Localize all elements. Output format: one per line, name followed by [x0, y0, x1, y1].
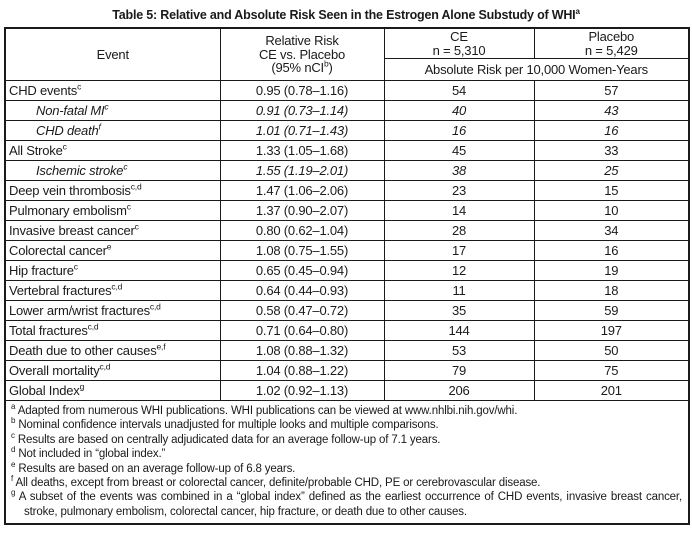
placebo-value-cell: 15	[534, 181, 689, 201]
table-row	[5, 141, 689, 161]
event-cell	[5, 301, 220, 321]
event-cell	[5, 361, 220, 381]
placebo-value-cell: 34	[534, 221, 689, 241]
footnote-marker: g	[79, 381, 85, 392]
placebo-value-cell: 59	[534, 301, 689, 321]
ce-value-cell: 12	[384, 261, 534, 281]
table-row	[5, 281, 689, 301]
footnote-marker: e	[11, 459, 16, 469]
relative-risk-cell: 0.58 (0.47–0.72)	[220, 301, 384, 321]
footnote-marker: c	[62, 141, 67, 152]
placebo-value-cell: 33	[534, 141, 689, 161]
ce-value-cell: 206	[384, 381, 534, 401]
footnote-marker: c,d	[130, 181, 142, 192]
risk-table	[4, 27, 690, 525]
footnotes-section	[5, 401, 689, 525]
relative-risk-cell: 1.02 (0.92–1.13)	[220, 381, 384, 401]
ce-value-cell: 11	[384, 281, 534, 301]
event-label: Vertebral fractures	[9, 283, 112, 298]
footnote-marker: c	[134, 221, 139, 232]
event-cell	[5, 201, 220, 221]
table-row	[5, 101, 689, 121]
ce-value-cell: 54	[384, 81, 534, 101]
relative-risk-cell: 1.55 (1.19–2.01)	[220, 161, 384, 181]
relative-risk-cell: 0.64 (0.44–0.93)	[220, 281, 384, 301]
event-cell	[5, 381, 220, 401]
placebo-value-cell: 201	[534, 381, 689, 401]
event-label: Global Index	[9, 383, 80, 398]
placebo-value-cell: 16	[534, 241, 689, 261]
footnote-f: $^f$ All deaths, except from breast or colorectal cancer, definite/probable CHD, PE or cerebrovascular disease.	[11, 474, 541, 490]
table-row	[5, 361, 689, 381]
footnote-marker: f	[11, 474, 14, 484]
footnote-marker: e,f	[156, 341, 166, 352]
event-cell	[5, 121, 220, 141]
table-row	[5, 321, 689, 341]
footnote-marker: c	[104, 101, 109, 112]
column-header-placebo: Placebo n = 5,429	[534, 28, 689, 59]
relative-risk-cell: 1.04 (0.88–1.22)	[220, 361, 384, 381]
relative-risk-cell: 1.47 (1.06–2.06)	[220, 181, 384, 201]
ce-value-cell: 45	[384, 141, 534, 161]
footnote-marker: c	[11, 430, 15, 440]
footnote-marker: c,d	[87, 321, 99, 332]
footnote-marker: c,d	[99, 361, 111, 372]
placebo-value-cell: 19	[534, 261, 689, 281]
table-row	[5, 241, 689, 261]
footnote-marker: c	[126, 201, 131, 212]
footnote-b: $^b$ Nominal confidence intervals unadjusted for multiple looks and multiple comparisons.	[11, 416, 439, 432]
event-label: Invasive breast cancer	[9, 223, 135, 238]
event-label: CHD death	[36, 123, 99, 138]
table-row	[5, 81, 689, 101]
table-header	[5, 28, 689, 81]
event-label: Deep vein thrombosis	[9, 183, 131, 198]
event-label: Colorectal cancer	[9, 243, 107, 258]
event-label: Lower arm/wrist fractures	[9, 303, 150, 318]
footnote-d: $^d$ Not included in “global index.”	[11, 445, 166, 461]
relative-risk-cell: 0.91 (0.73–1.14)	[220, 101, 384, 121]
ce-value-cell: 40	[384, 101, 534, 121]
relative-risk-line2: CE vs. Placebo	[258, 46, 346, 62]
event-label: Pulmonary embolism	[9, 203, 127, 218]
event-label: CHD events	[9, 83, 78, 98]
table-title-text: Table 5: Relative and Absolute Risk Seen in the Estrogen Alone Substudy of WHI	[112, 8, 576, 22]
event-label: Ischemic stroke	[36, 163, 124, 178]
placebo-value-cell: 18	[534, 281, 689, 301]
footnote-marker: g	[11, 488, 16, 498]
footnote-marker: c	[77, 81, 82, 92]
event-label: Overall mortality	[9, 363, 100, 378]
relative-risk-cell: 1.33 (1.05–1.68)	[220, 141, 384, 161]
placebo-value-cell: 25	[534, 161, 689, 181]
placebo-value-cell: 197	[534, 321, 689, 341]
relative-risk-cell: 1.08 (0.75–1.55)	[220, 241, 384, 261]
table-row	[5, 341, 689, 361]
ce-value-cell: 53	[384, 341, 534, 361]
table-row	[5, 301, 689, 321]
table-row	[5, 121, 689, 141]
event-cell	[5, 241, 220, 261]
footnote-marker: f	[98, 121, 101, 132]
table-row	[5, 381, 689, 401]
event-cell	[5, 321, 220, 341]
subheader-absolute-risk: Absolute Risk per 10,000 Women-Years	[384, 59, 689, 81]
event-label: Hip fracture	[9, 263, 74, 278]
ce-value-cell: 144	[384, 321, 534, 341]
placebo-value-cell: 10	[534, 201, 689, 221]
ci-footnote-marker: b	[323, 58, 329, 69]
footnote-a: $^a$ Adapted from numerous WHI publications. WHI publications can be viewed at www.nhlbi.nih.gov/whi.	[11, 402, 518, 417]
column-header-ce: CE n = 5,310	[384, 28, 534, 59]
placebo-value-cell: 57	[534, 81, 689, 101]
placebo-value-cell: 16	[534, 121, 689, 141]
event-cell	[5, 101, 220, 121]
placebo-value-cell: 50	[534, 341, 689, 361]
event-cell	[5, 261, 220, 281]
ce-value-cell: 16	[384, 121, 534, 141]
relative-risk-cell: 0.71 (0.64–0.80)	[220, 321, 384, 341]
relative-risk-cell: 1.37 (0.90–2.07)	[220, 201, 384, 221]
table-row	[5, 261, 689, 281]
footnote-g: $^g$ A subset of the events was combined in a “global index” defined as the earliest occurrence of CHD events, invasive breast cancer, stroke, pulmonary embolism, colorectal cancer, hip fracture, or death due to other causes.	[11, 488, 682, 518]
column-header-relative-risk	[220, 28, 384, 81]
event-label: Death due to other causes	[9, 343, 157, 358]
table-title	[0, 0, 692, 27]
table-row	[5, 161, 689, 181]
header-row-main	[5, 28, 689, 59]
footnote-marker: c,d	[111, 281, 123, 292]
event-cell	[5, 81, 220, 101]
relative-risk-cell: 1.01 (0.71–1.43)	[220, 121, 384, 141]
footnote-marker: d	[11, 445, 16, 455]
ce-value-cell: 17	[384, 241, 534, 261]
event-label: Total fractures	[9, 323, 88, 338]
event-cell	[5, 221, 220, 241]
footnote-c: $^c$ Results are based on centrally adjudicated data for an average follow-up of 7.1 years.	[11, 430, 441, 446]
event-cell	[5, 281, 220, 301]
footnote-marker: c	[73, 261, 78, 272]
table-title-footnote-marker: a	[575, 6, 580, 16]
footnote-marker: c	[123, 161, 128, 172]
relative-risk-cell: 0.80 (0.62–1.04)	[220, 221, 384, 241]
placebo-value-cell: 43	[534, 101, 689, 121]
event-cell	[5, 141, 220, 161]
footnote-e: $^e$ Results are based on an average follow-up of 6.8 years.	[11, 459, 296, 475]
ce-value-cell: 35	[384, 301, 534, 321]
ce-value-cell: 23	[384, 181, 534, 201]
footnote-marker: b	[11, 416, 16, 426]
relative-risk-line3: (95% nCI$^b$)	[271, 58, 333, 76]
relative-risk-cell: 0.95 (0.78–1.16)	[220, 81, 384, 101]
table-row	[5, 201, 689, 221]
relative-risk-line1: Relative Risk	[265, 33, 339, 49]
event-cell	[5, 161, 220, 181]
table-row	[5, 221, 689, 241]
table-body	[5, 81, 689, 401]
relative-risk-cell: 1.08 (0.88–1.32)	[220, 341, 384, 361]
table-row	[5, 181, 689, 201]
column-header-event: Event	[5, 28, 220, 81]
ce-value-cell: 79	[384, 361, 534, 381]
event-cell	[5, 181, 220, 201]
footnote-marker: e	[106, 241, 112, 252]
footnote-marker: a	[11, 402, 16, 412]
event-label: All Stroke	[9, 143, 63, 158]
ce-value-cell: 28	[384, 221, 534, 241]
footnote-marker: c,d	[149, 301, 161, 312]
placebo-value-cell: 75	[534, 361, 689, 381]
ce-value-cell: 38	[384, 161, 534, 181]
ce-value-cell: 14	[384, 201, 534, 221]
footnotes-row	[5, 401, 689, 525]
event-cell	[5, 341, 220, 361]
event-label: Non-fatal MI	[36, 103, 105, 118]
relative-risk-cell: 0.65 (0.45–0.94)	[220, 261, 384, 281]
